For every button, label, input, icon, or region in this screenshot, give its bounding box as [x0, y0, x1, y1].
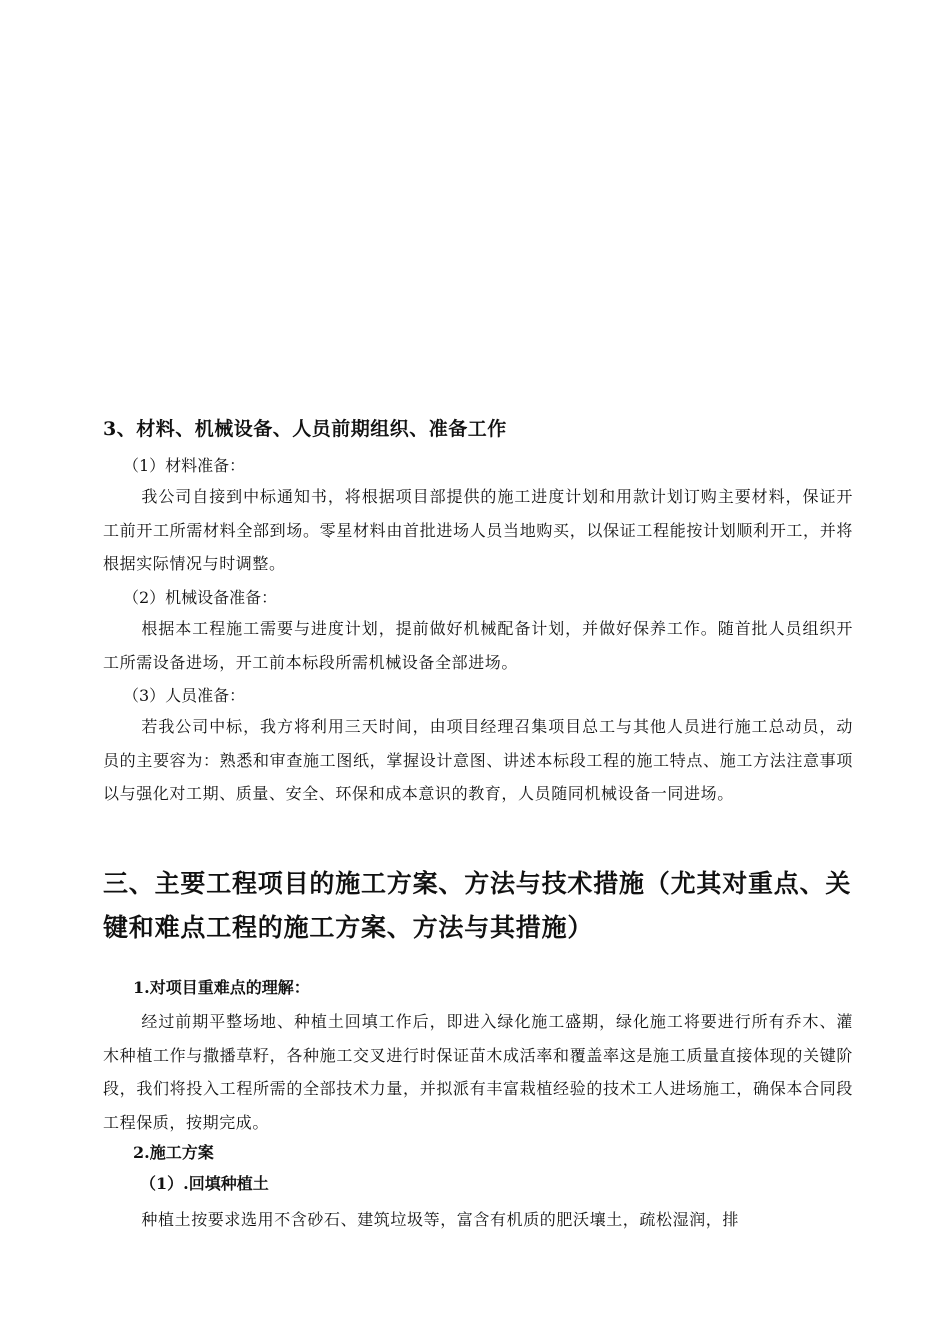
backfill-heading: （1）.回填种植土	[140, 1174, 269, 1193]
materials-paragraph: 我公司自接到中标通知书，将根据项目部提供的施工进度计划和用款计划订购主要材料，保证开工前开工所需材料全部到场。零星材料由首批进场人员当地购买，以保证工程能按计划顺利开工，并将根据实际情况与时调整。	[103, 487, 853, 573]
machinery-label: （2）机械设备准备：	[123, 588, 278, 607]
personnel-label: （3）人员准备：	[123, 686, 246, 705]
understanding-paragraph: 经过前期平整场地、种植土回填工作后，即进入绿化施工盛期，绿化施工将要进行所有乔木、灌木种植工作与撒播草籽，各种施工交叉进行时保证苗木成活率和覆盖率这是施工质量直接体现的关键阶段，我们将投入工程所需的全部技术力量，并拟派有丰富栽植经验的技术工人进场施工，确保本合同段工程保质，按期完成。	[103, 1012, 853, 1132]
chapter-3-heading: 三、主要工程项目的施工方案、方法与技术措施（尤其对重点、关键和难点工程的施工方案、方法与其措施）	[103, 869, 852, 942]
section-3-heading: 3、材料、机械设备、人员前期组织、准备工作	[103, 418, 507, 440]
materials-label: （1）材料准备：	[123, 456, 246, 475]
machinery-paragraph: 根据本工程施工需要与进度计划，提前做好机械配备计划，并做好保养工作。随首批人员组织开工所需设备进场，开工前本标段所需机械设备全部进场。	[103, 619, 853, 672]
understanding-heading: 1.对项目重难点的理解：	[133, 978, 310, 997]
backfill-paragraph: 种植土按要求选用不含砂石、建筑垃圾等，富含有机质的肥沃壤土，疏松湿润，排	[141, 1210, 739, 1229]
plan-heading: 2.施工方案	[133, 1143, 214, 1162]
personnel-paragraph: 若我公司中标，我方将利用三天时间，由项目经理召集项目总工与其他人员进行施工总动员，动员的主要容为：熟悉和审查施工图纸，掌握设计意图、讲述本标段工程的施工特点、施工方法注意事项以与强化对工期、质量、安全、环保和成本意识的教育，人员随同机械设备一同进场。	[103, 717, 853, 803]
